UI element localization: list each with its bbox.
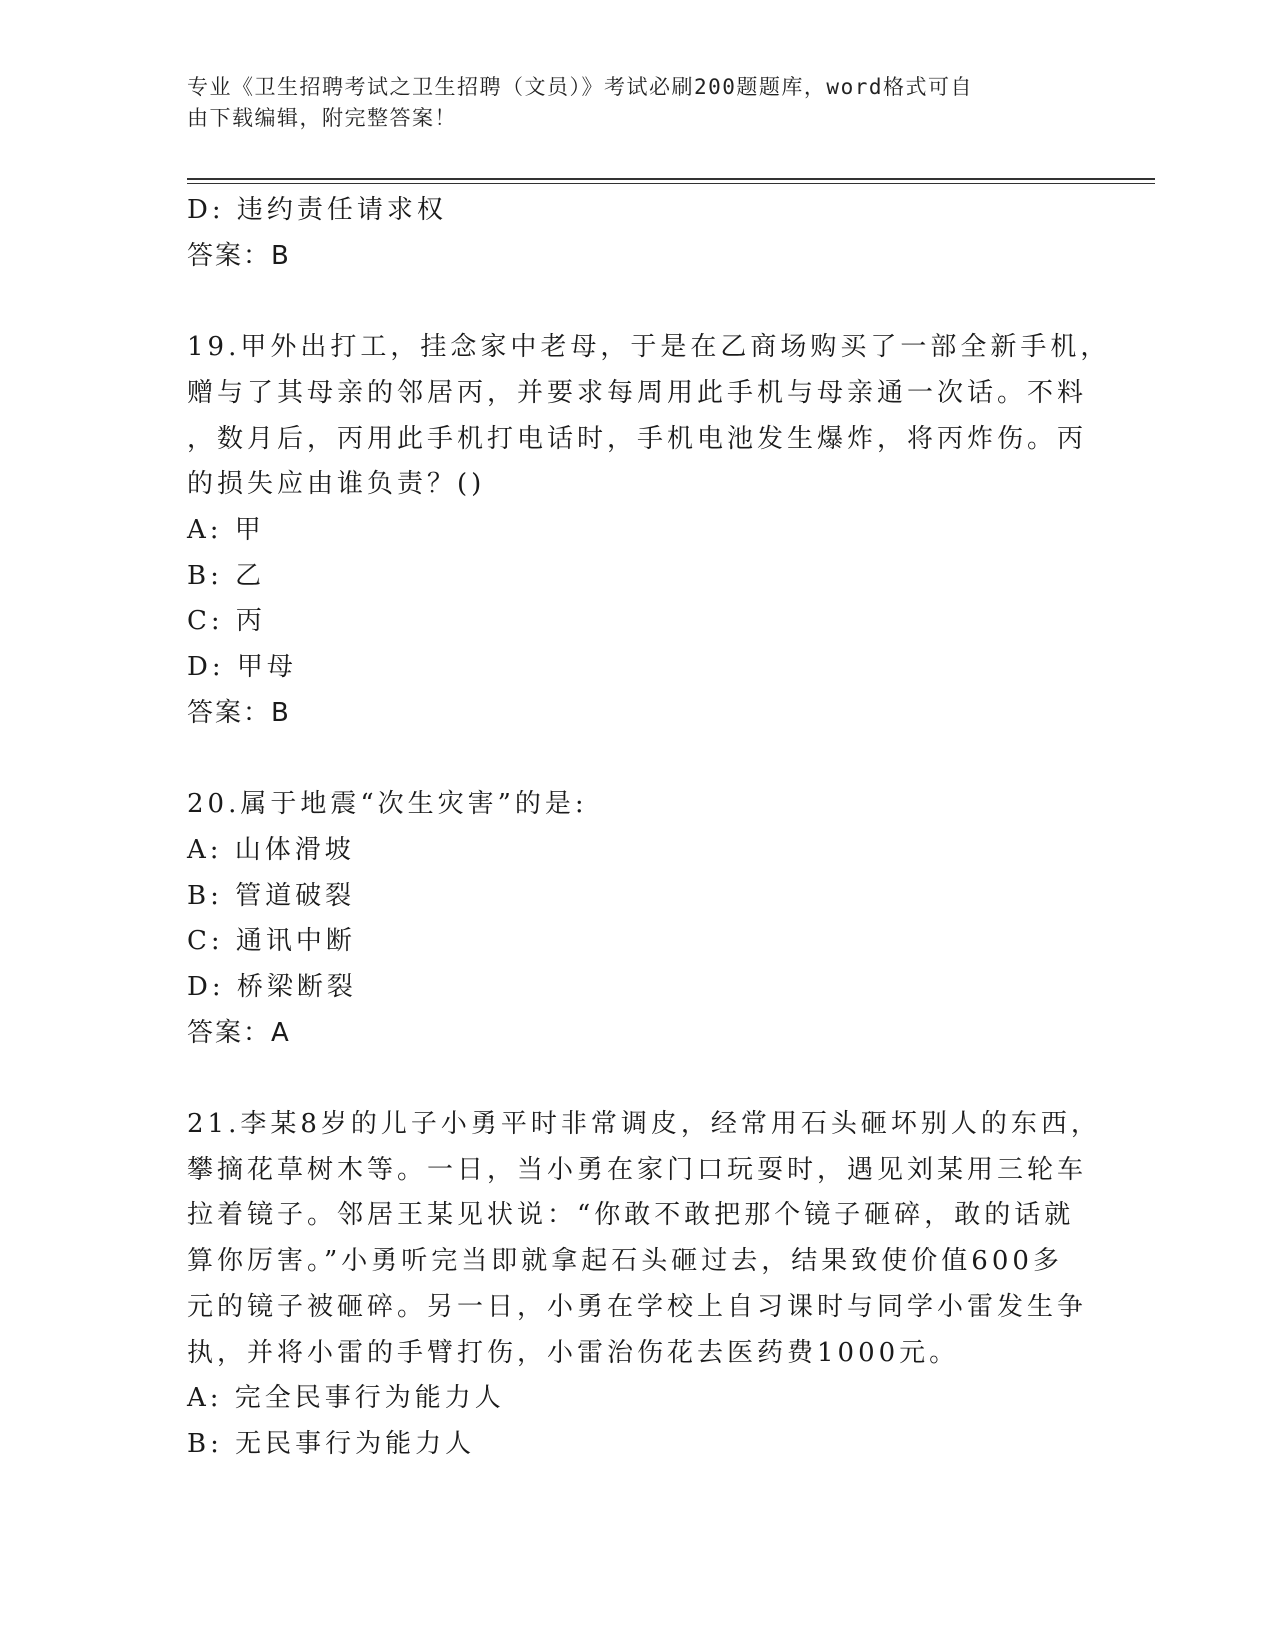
- question-text-line: 元的镜子被砸碎。另一日，小勇在学校上自习课时与同学小雷发生争: [187, 1291, 1088, 1322]
- question-content: [187, 188, 1111, 1468]
- question-19: [187, 325, 1111, 736]
- option-d: D: 违约责任请求权: [187, 195, 447, 225]
- answer-label: 答案：B: [187, 240, 291, 271]
- previous-question-tail: [187, 188, 1067, 279]
- question-text-line: 攀摘花草树木等。一日，当小勇在家门口玩耍时，遇见刘某用三轮车: [187, 1154, 1088, 1185]
- option-d: D: 桥梁断裂: [187, 971, 357, 1002]
- question-text-line: 19.甲外出打工，挂念家中老母，于是在乙商场购买了一部全新手机，: [187, 332, 1111, 363]
- answer-label: 答案：B: [187, 697, 291, 728]
- answer-label: 答案：A: [187, 1017, 291, 1048]
- header-divider-thick: [187, 178, 1155, 180]
- question-text-line: 算你厉害。”小勇听完当即就拿起石头砸过去，结果致使价值600多: [187, 1246, 1063, 1277]
- question-text-line: 21.李某8岁的儿子小勇平时非常调皮，经常用石头砸坏别人的东西，: [187, 1109, 1101, 1140]
- question-21: [187, 1102, 1101, 1468]
- header-line-1: 专业《卫生招聘考试之卫生招聘（文员）》考试必刷200题题库，word格式可自: [187, 75, 973, 99]
- option-c: C: 通讯中断: [187, 926, 356, 957]
- header-divider-thin: [187, 183, 1155, 184]
- option-d: D: 甲母: [187, 652, 297, 683]
- option-a: A: 山体滑坡: [187, 834, 355, 865]
- question-text-line: 20.属于地震“次生灾害”的是:: [187, 789, 588, 820]
- question-text-line: 的损失应由谁负责？(): [187, 469, 486, 500]
- question-20: [187, 782, 1067, 1056]
- option-b: B: 乙: [187, 560, 266, 591]
- option-b: B: 管道破裂: [187, 880, 356, 911]
- header-line-2: 由下载编辑，附完整答案！: [187, 106, 457, 130]
- question-text-line: ，数月后，丙用此手机打电话时，手机电池发生爆炸，将丙炸伤。丙: [187, 423, 1088, 454]
- option-c: C: 丙: [187, 606, 266, 637]
- spacer: [187, 736, 1067, 782]
- spacer: [187, 279, 1067, 325]
- option-a: A: 完全民事行为能力人: [187, 1383, 505, 1414]
- question-text-line: 拉着镜子。邻居王某见状说：“你敢不敢把那个镜子砸碎，敢的话就: [187, 1200, 1075, 1231]
- question-text-line: 执，并将小雷的手臂打伤，小雷治伤花去医药费1000元。: [187, 1337, 960, 1368]
- option-b: B: 无民事行为能力人: [187, 1428, 476, 1459]
- spacer: [187, 1056, 1067, 1102]
- option-a: A: 甲: [187, 514, 265, 545]
- question-text-line: 赠与了其母亲的邻居丙，并要求每周用此手机与母亲通一次话。不料: [187, 377, 1088, 408]
- document-header: [187, 72, 1067, 134]
